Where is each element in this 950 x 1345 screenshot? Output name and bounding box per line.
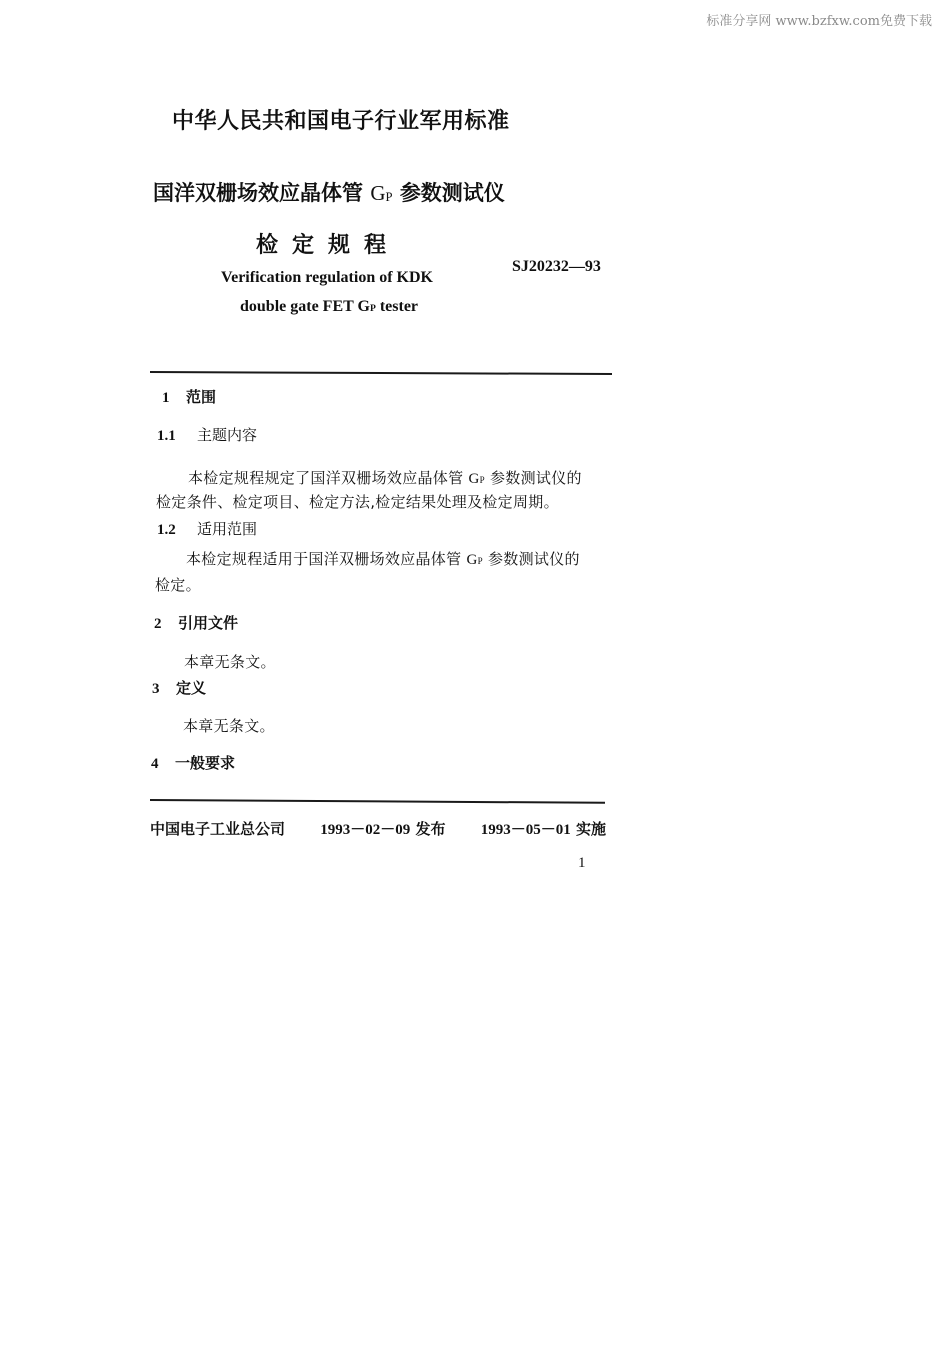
watermark: 标准分享网 www.bzfxw.com免费下载: [706, 14, 932, 29]
english-title-line1: Verification regulation of KDK: [221, 269, 433, 286]
footer-divider: [150, 799, 605, 804]
document-title-prefix: 国洋双栅场效应晶体管: [153, 181, 363, 205]
english-title-line2-prefix: double gate FET G: [240, 298, 370, 315]
gp-symbol-letter: G: [370, 181, 386, 205]
section-number: 2: [154, 616, 162, 632]
gp-symbol-subscript: P: [385, 189, 393, 204]
section-number: 3: [152, 681, 160, 697]
document-title: [153, 177, 505, 207]
section-2-heading: [154, 612, 238, 633]
section-3-heading: [152, 677, 206, 698]
subsection-title: 适用范围: [197, 520, 258, 538]
paragraph-1-1-line2: 检定条件、检定项目、检定方法,检定结果处理及检定周期。: [156, 493, 559, 511]
subsection-number: 1.2: [157, 522, 176, 538]
header-divider: [150, 371, 612, 375]
section-4-heading: [151, 752, 235, 773]
paragraph-text: 参数测试仪的: [484, 469, 582, 487]
english-title-line2-suffix: tester: [375, 298, 419, 315]
issue-info: [320, 818, 445, 839]
paragraph-text: 参数测试仪的: [482, 550, 580, 568]
section-title: 范围: [186, 388, 217, 406]
section-number: 4: [151, 756, 159, 772]
subsection-title: 主题内容: [197, 426, 258, 444]
issue-label: 发布: [415, 820, 446, 838]
issuer: 中国电子工业总公司: [150, 820, 286, 838]
standard-category: 中华人民共和国电子行业军用标准: [172, 109, 510, 134]
gp-symbol: [468, 471, 484, 487]
section-number: 1: [162, 390, 170, 406]
gp-symbol-letter: G: [468, 471, 480, 487]
standard-number: SJ20232—93: [512, 258, 601, 275]
paragraph-text: 本检定规程适用于国洋双栅场效应晶体管: [186, 550, 467, 568]
document-title-suffix: 参数测试仪: [399, 181, 505, 205]
gp-symbol-subscript: P: [479, 475, 485, 486]
effective-info: [481, 818, 606, 839]
english-title-line2: [240, 298, 418, 316]
paragraph-1-1-line1: [188, 467, 582, 488]
section-title: 引用文件: [178, 614, 239, 632]
paragraph-text: 本检定规程规定了国洋双栅场效应晶体管: [188, 469, 469, 487]
section-1-heading: [162, 386, 216, 407]
paragraph-1-2-line2: 检定。: [155, 576, 201, 594]
paragraph-1-2-line1: [186, 548, 580, 569]
subsection-1-2-heading: [157, 518, 257, 539]
gp-symbol-letter: G: [466, 552, 478, 568]
english-title-line2-subscript: P: [369, 303, 376, 315]
issue-date: 1993－02－09: [320, 822, 411, 838]
gp-symbol: [466, 552, 482, 568]
document-subtitle: 检定规程: [256, 233, 401, 258]
footer-issue-info: [150, 818, 606, 839]
page-number: 1: [578, 855, 586, 871]
section-3-paragraph: 本章无条文。: [183, 717, 275, 735]
gp-symbol: [370, 181, 392, 205]
gp-symbol-subscript: P: [477, 556, 483, 567]
effective-label: 实施: [575, 820, 606, 838]
section-title: 定义: [176, 679, 207, 697]
subsection-1-1-heading: [157, 424, 257, 445]
section-2-paragraph: 本章无条文。: [184, 653, 276, 671]
section-title: 一般要求: [175, 754, 236, 772]
effective-date: 1993－05－01: [480, 822, 571, 838]
subsection-number: 1.1: [157, 428, 176, 444]
